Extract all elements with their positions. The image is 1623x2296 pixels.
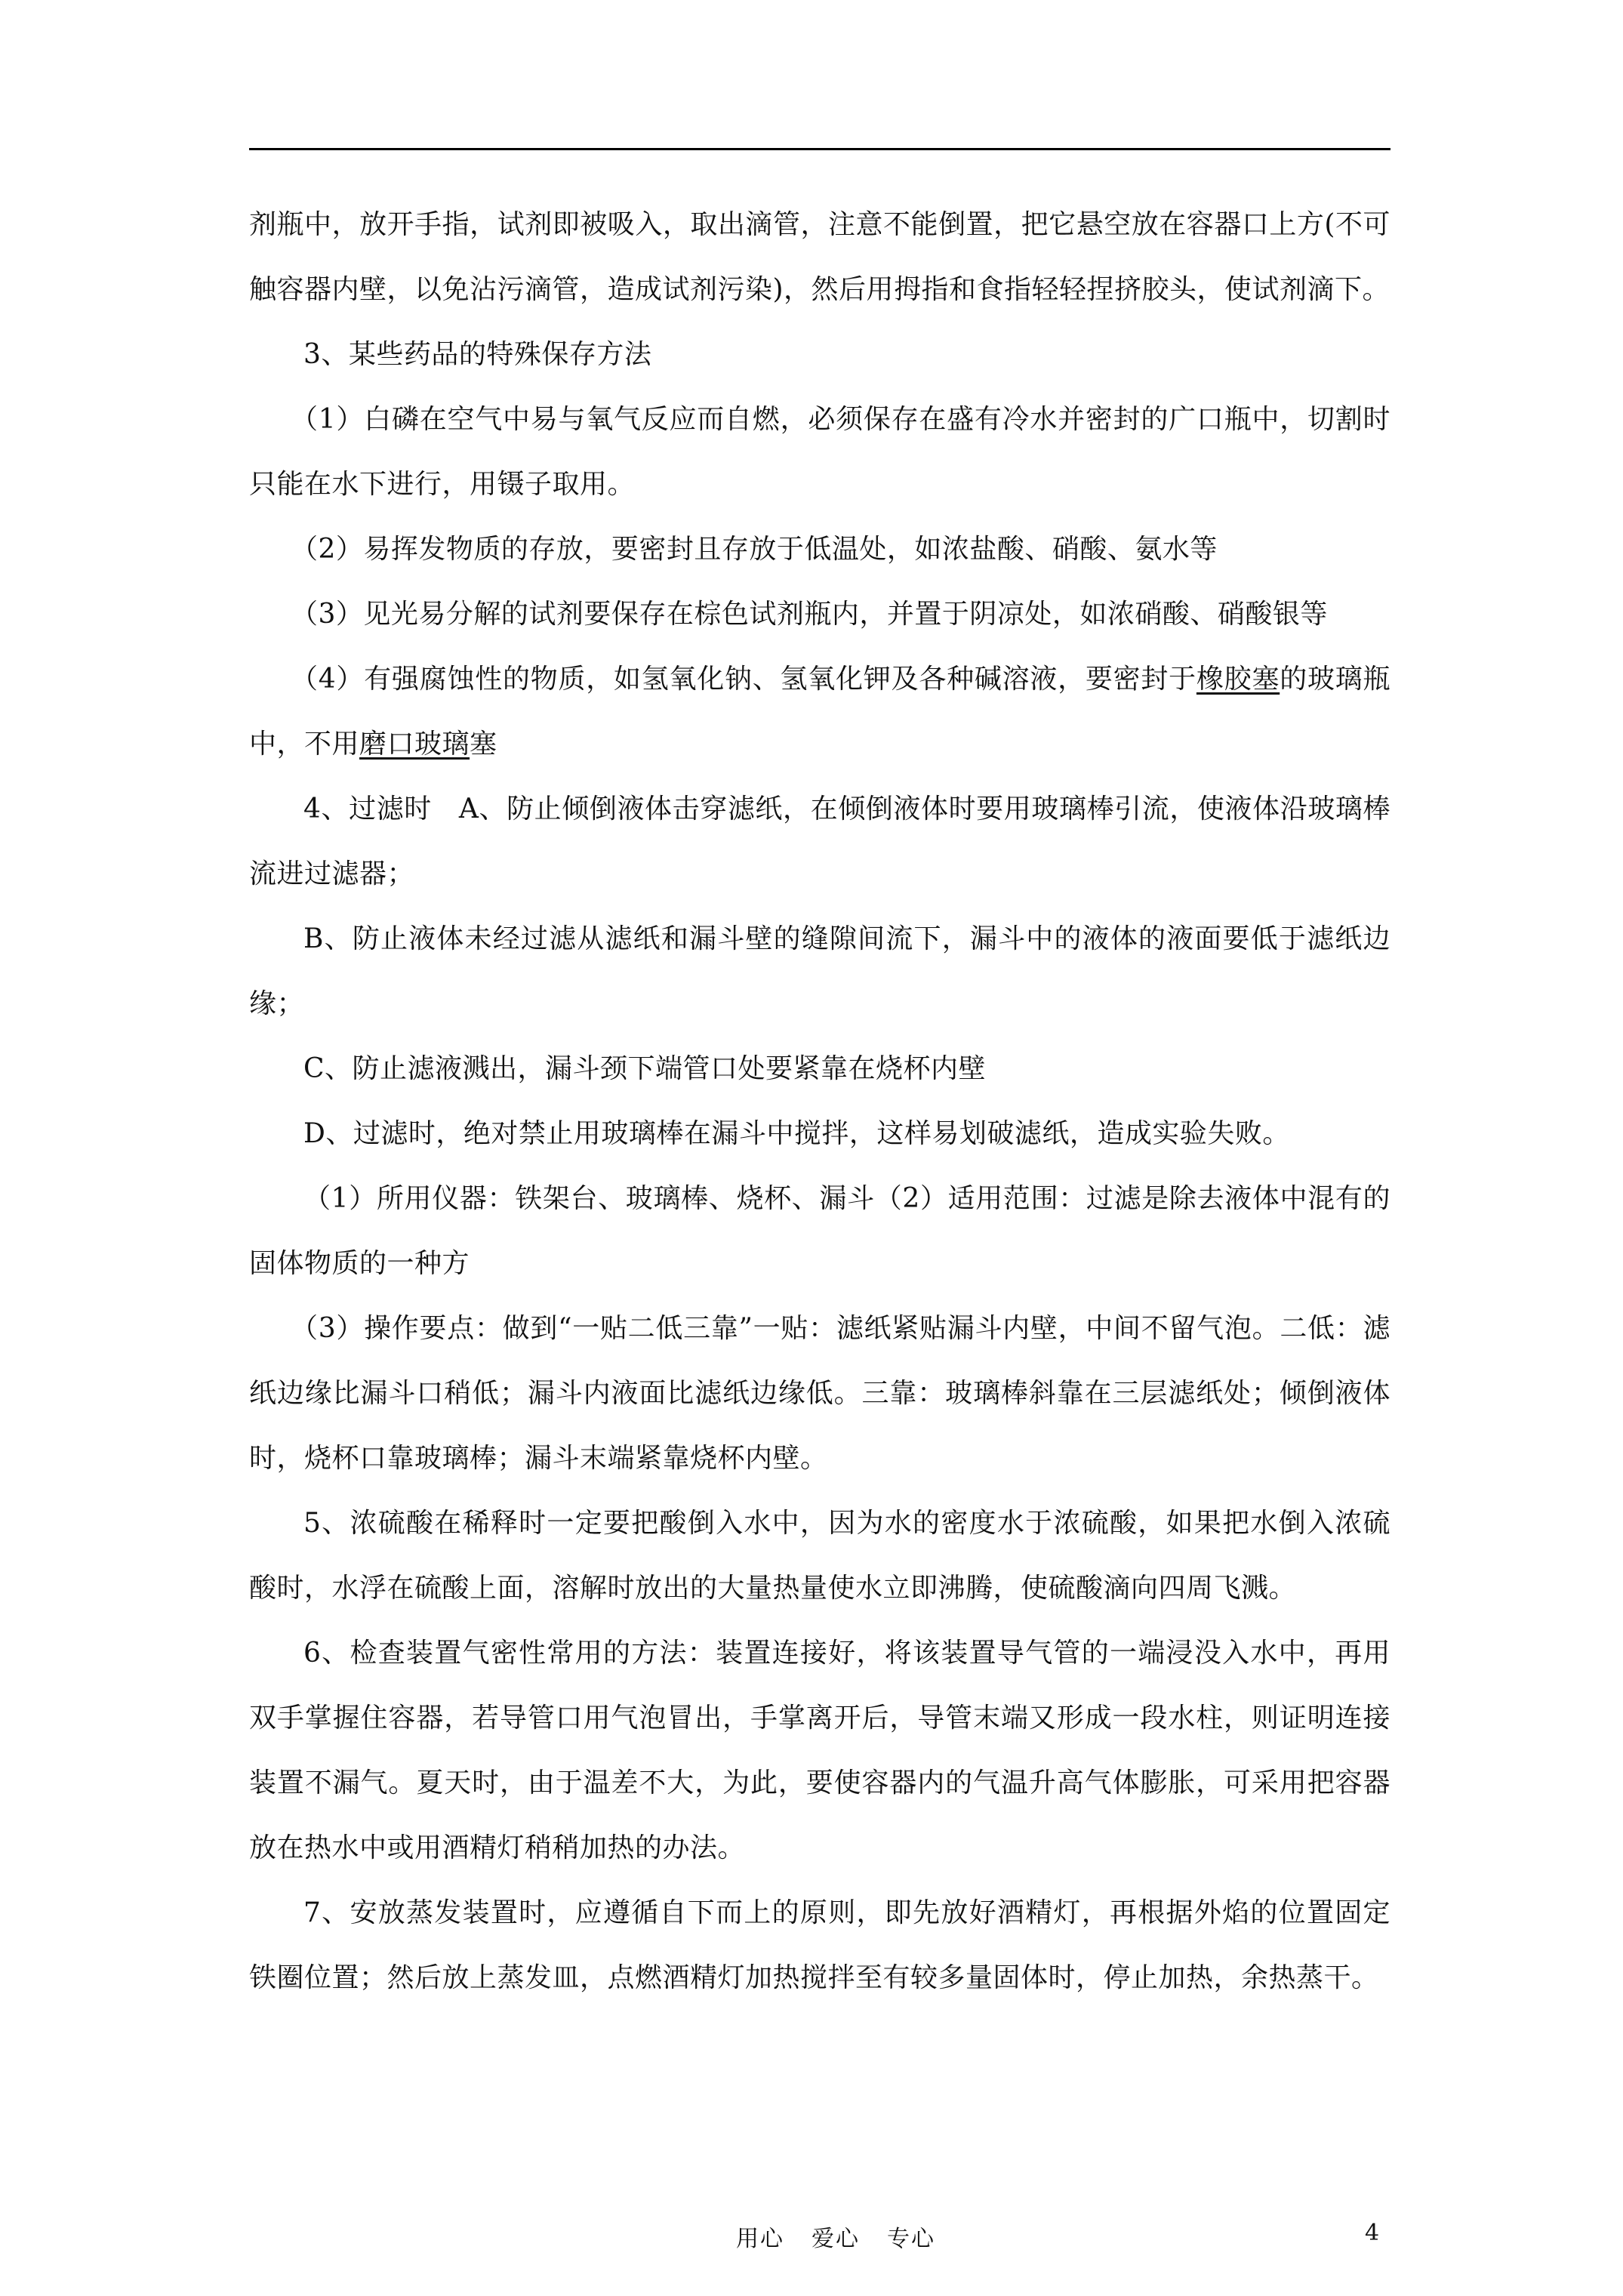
- header-rule: [249, 148, 1390, 150]
- section-3-heading: 3、某些药品的特殊保存方法: [303, 339, 652, 370]
- section-6: 6、检查装置气密性常用的方法：装置连接好，将该装置导气管的一端浸没入水中，再用双手掌握住容器，若导管口用气泡冒出，手掌离开后，导管末端又形成一段水柱，则证明连接装置不漏气。夏天时，由于温差不大，为此，要使容器内的气温升高气体膨胀，可采用把容器放在热水中或用酒精灯稍稍加热的办法。: [249, 1638, 1390, 1863]
- page-number: 4: [1365, 2220, 1380, 2246]
- section-3-item-3: （3）见光易分解的试剂要保存在棕色试剂瓶内，并置于阴凉处，如浓硝酸、硝酸银等: [291, 599, 1328, 630]
- section-5: 5、浓硫酸在稀释时一定要把酸倒入水中，因为水的密度水于浓硫酸，如果把水倒入浓硫酸时，水浮在硫酸上面，溶解时放出的大量热量使水立即沸腾，使硫酸滴向四周飞溅。: [249, 1508, 1390, 1604]
- section-4-sub-1: （1）所用仪器：铁架台、玻璃棒、烧杯、漏斗（2）适用范围：过滤是除去液体中混有的固体物质的一种方: [249, 1183, 1390, 1279]
- item-4-underlined-ground-glass: 磨口玻璃: [359, 729, 470, 760]
- section-4-sub-3: （3）操作要点：做到“一贴二低三靠”一贴：滤纸紧贴漏斗内壁，中间不留气泡。二低：滤纸边缘比漏斗口稍低；漏斗内液面比滤纸边缘低。三靠：玻璃棒斜靠在三层滤纸处；倾倒液体时，烧杯口靠玻璃棒；漏斗末端紧靠烧杯内壁。: [249, 1313, 1390, 1474]
- section-3-item-4: [249, 647, 1390, 777]
- section-4-item-c: C、防止滤液溅出，漏斗颈下端管口处要紧靠在烧杯内壁: [303, 1053, 987, 1084]
- section-7: 7、安放蒸发装置时，应遵循自下而上的原则，即先放好酒精灯，再根据外焰的位置固定铁圈位置；然后放上蒸发皿，点燃酒精灯加热搅拌至有较多量固体时，停止加热，余热蒸干。: [249, 1897, 1390, 1993]
- footer-motto-3: 专心: [887, 2226, 935, 2252]
- document-body: [249, 193, 1390, 2011]
- item-4-underlined-rubber-stopper: 橡胶塞: [1196, 664, 1280, 695]
- section-4-item-a-text: A、防止倾倒液体击穿滤纸，在倾倒液体时要用玻璃棒引流，使液体沿玻璃棒流进过滤器；: [249, 794, 1391, 889]
- section-4-item-a: [249, 777, 1390, 907]
- footer-motto-2: 爱心: [812, 2226, 860, 2252]
- item-4-text-a: （4）有强腐蚀性的物质，如氢氧化钠、氢氧化钾及各种碱溶液，要密封于: [291, 664, 1196, 695]
- item-4-text-c: 的玻璃瓶中，不用: [249, 664, 1390, 760]
- section-4-item-b: B、防止液体未经过滤从滤纸和漏斗壁的缝隙间流下，漏斗中的液体的液面要低于滤纸边缘；: [249, 923, 1390, 1019]
- section-3-item-2: （2）易挥发物质的存放，要密封且存放于低温处，如浓盐酸、硝酸、氨水等: [291, 534, 1218, 565]
- footer-motto-1: 用心: [736, 2226, 784, 2252]
- section-4-heading: 4、过滤时: [303, 794, 432, 824]
- item-4-text-e: 塞: [470, 729, 497, 760]
- section-3-item-1: （1）白磷在空气中易与氧气反应而自燃，必须保存在盛有冷水并密封的广口瓶中，切割时只能在水下进行，用镊子取用。: [249, 404, 1390, 500]
- section-4-item-d: D、过滤时，绝对禁止用玻璃棒在漏斗中搅拌，这样易划破滤纸，造成实验失败。: [303, 1118, 1290, 1149]
- paragraph-continuation: 剂瓶中，放开手指，试剂即被吸入，取出滴管，注意不能倒置，把它悬空放在容器口上方(不可触容器内壁，以免沾污滴管，造成试剂污染)，然后用拇指和食指轻轻捏挤胶头，使试剂滴下。: [249, 209, 1390, 305]
- footer-motto: [736, 2220, 962, 2253]
